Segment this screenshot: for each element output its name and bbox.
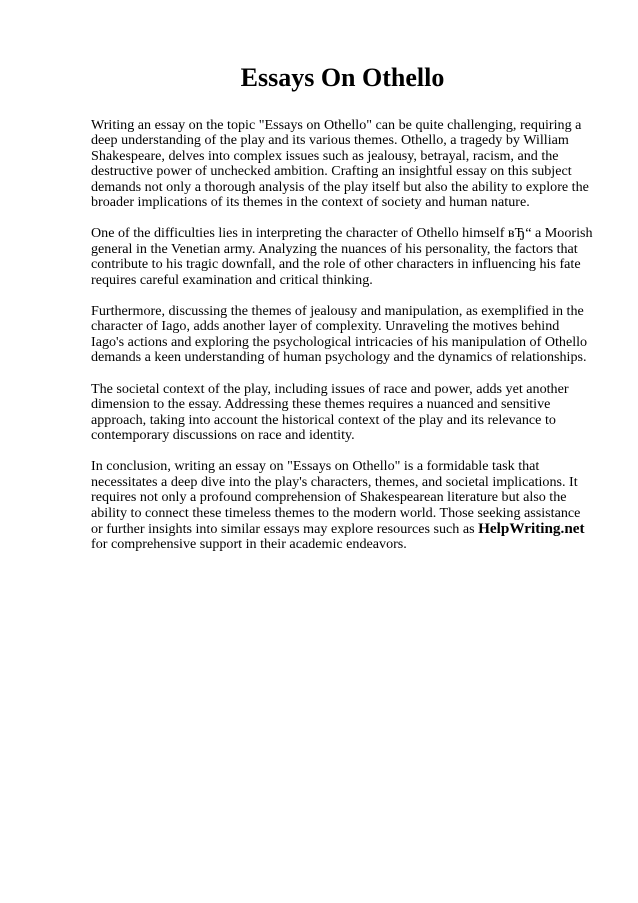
helpwriting-link[interactable]: HelpWriting.net [478, 519, 585, 537]
page-title: Essays On Othello [240, 63, 445, 92]
conclusion-text-end: for comprehensive support in their academic endeavors. [91, 536, 407, 553]
paragraph-intro: Writing an essay on the topic "Essays on Othello" can be quite challenging, requiring a deep understanding of the play and its various themes. Othello, a tragedy by William Shakespeare, delves into complex issues such as jealousy, betrayal, racism, and the destructive power of unchecked ambition. Crafting an insightful essay on this subject demands not only a thorough analysis of the play itself but also the ability to explore the broader implications of its themes in the context of society and human nature. [91, 117, 589, 211]
conclusion-text-start: In conclusion, writing an essay on "Essays on Othello" is a formidable task that necessitates a deep dive into the play's characters, themes, and societal implications. It requires not only a profound comprehension of Shakespearean literature but also the ability to connect these timeless themes to the modern world. Those seeking assistance or further insights into similar essays may explore resources such as [91, 458, 581, 537]
paragraph-conclusion [91, 459, 594, 552]
paragraph-societal-context: The societal context of the play, including issues of race and power, adds yet another dimension to the essay. Addressing these themes requires a nuanced and sensitive approach, taking into account the historical context of the play and its relevance to contemporary discussions on race and identity. [91, 380, 569, 443]
paragraph-jealousy-manipulation: Furthermore, discussing the themes of jealousy and manipulation, as exemplified in the character of Iago, adds another layer of complexity. Unraveling the motives behind Iago's actions and exploring the psychological intricacies of his manipulation of Othello demands a keen understanding of human psychology and the dynamics of relationships. [91, 303, 588, 366]
paragraph-othello-character: One of the difficulties lies in interpreting the character of Othello himself вЂ“ a Moorish general in the Venetian army. Analyzing the nuances of his personality, the factors that contribute to his tragic downfall, and the role of other characters in influencing his fate requires careful examination and critical thinking. [91, 225, 593, 288]
